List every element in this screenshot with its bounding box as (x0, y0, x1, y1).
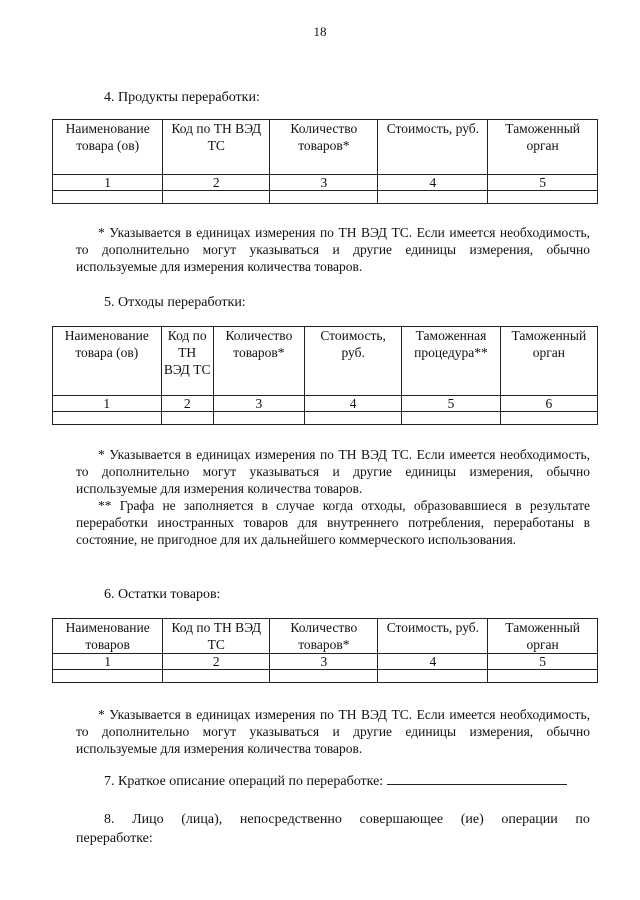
section-4-heading: 4. Продукты переработки: (104, 90, 260, 105)
empty-row (53, 670, 598, 683)
section-6-heading: 6. Остатки товаров: (104, 587, 221, 602)
section-5-heading: 5. Отходы переработки: (104, 295, 246, 310)
header-cell: Стоимость, руб. (304, 327, 401, 396)
header-cell: Наименование товара (ов) (53, 327, 162, 396)
column-number: 2 (163, 654, 270, 670)
column-number: 3 (213, 396, 304, 412)
empty-cell[interactable] (163, 670, 270, 683)
column-number: 1 (53, 396, 162, 412)
column-number: 4 (378, 654, 488, 670)
header-cell: Количество товаров* (213, 327, 304, 396)
empty-cell[interactable] (53, 670, 163, 683)
column-number: 5 (488, 654, 598, 670)
empty-cell[interactable] (163, 191, 270, 204)
column-number-row (53, 654, 598, 670)
products-table (52, 119, 598, 204)
empty-cell[interactable] (53, 191, 163, 204)
empty-row (53, 191, 598, 204)
word: 8. (104, 812, 115, 827)
page-number: 18 (313, 24, 327, 39)
column-number: 4 (304, 396, 401, 412)
header-cell: Наименование товара (ов) (53, 120, 163, 175)
header-cell: Стоимость, руб. (378, 619, 488, 654)
word: (лица), (181, 812, 223, 827)
empty-row (53, 412, 598, 425)
header-cell: Таможенная процедура** (402, 327, 500, 396)
column-number: 3 (270, 654, 378, 670)
column-number: 4 (378, 175, 488, 191)
column-number: 3 (270, 175, 378, 191)
empty-cell[interactable] (213, 412, 304, 425)
empty-cell[interactable] (500, 412, 597, 425)
header-cell: Количество товаров* (270, 120, 378, 175)
column-number: 1 (53, 654, 163, 670)
empty-cell[interactable] (53, 412, 162, 425)
empty-cell[interactable] (161, 412, 213, 425)
column-number-row (53, 175, 598, 191)
section-7-blank-field[interactable] (387, 772, 567, 785)
header-cell: Стоимость, руб. (378, 120, 488, 175)
empty-cell[interactable] (270, 670, 378, 683)
word: совершающее (359, 812, 444, 827)
header-cell: Таможенный орган (500, 327, 597, 396)
word: операции (501, 812, 558, 827)
column-number: 6 (500, 396, 597, 412)
header-cell: Код по ТН ВЭД ТС (163, 619, 270, 654)
empty-cell[interactable] (378, 191, 488, 204)
word: непосредственно (239, 812, 342, 827)
waste-table (52, 326, 598, 425)
header-cell: Код по ТН ВЭД ТС (163, 120, 270, 175)
section-6-footnote: * Указывается в единицах измерения по ТН ВЭД ТС. Если имеется необходимость, то дополнительно могут указываться и другие единицы измерения, обычно используемые для измерения количества товаров. (76, 707, 590, 756)
word: (ие) (460, 812, 484, 827)
column-number: 1 (53, 175, 163, 191)
empty-cell[interactable] (378, 670, 488, 683)
section-5-footnote-2: ** Графа не заполняется в случае когда отходы, образовавшиеся в результате переработки иностранных товаров для внутреннего потребления, переработаны в состояние, не пригодное для их дальнейшего коммерческого использования. (76, 498, 590, 547)
word: по (575, 812, 590, 827)
section-5-footnote-1: * Указывается в единицах измерения по ТН ВЭД ТС. Если имеется необходимость, то дополнительно могут указываться и другие единицы измерения, обычно используемые для измерения количества товаров. (76, 447, 590, 496)
remainders-table (52, 618, 598, 683)
header-cell: Код по ТН ВЭД ТС (161, 327, 213, 396)
column-number: 5 (488, 175, 598, 191)
empty-cell[interactable] (488, 191, 598, 204)
column-number: 5 (402, 396, 500, 412)
section-5-footnotes (76, 446, 590, 548)
column-number-row (53, 396, 598, 412)
word: Лицо (132, 812, 164, 827)
column-number: 2 (161, 396, 213, 412)
header-cell: Таможенный орган (488, 120, 598, 175)
header-cell: Таможенный орган (488, 619, 598, 654)
empty-cell[interactable] (304, 412, 401, 425)
header-cell: Наименование товаров (53, 619, 163, 654)
empty-cell[interactable] (270, 191, 378, 204)
section-8 (76, 810, 590, 848)
section-7-label: 7. Краткое описание операций по переработке: (104, 774, 384, 789)
empty-cell[interactable] (402, 412, 500, 425)
table-header-row (53, 327, 598, 396)
empty-cell[interactable] (488, 670, 598, 683)
column-number: 2 (163, 175, 270, 191)
section-8-second-line: переработке: (76, 831, 153, 846)
table-header-row (53, 619, 598, 654)
section-8-first-line (76, 810, 590, 829)
header-cell: Количество товаров* (270, 619, 378, 654)
table-header-row (53, 120, 598, 175)
section-4-footnote: * Указывается в единицах измерения по ТН ВЭД ТС. Если имеется необходимость, то дополнительно могут указываться и другие единицы измерения, обычно используемые для измерения количества товаров. (76, 225, 590, 274)
section-7-line (104, 772, 567, 790)
